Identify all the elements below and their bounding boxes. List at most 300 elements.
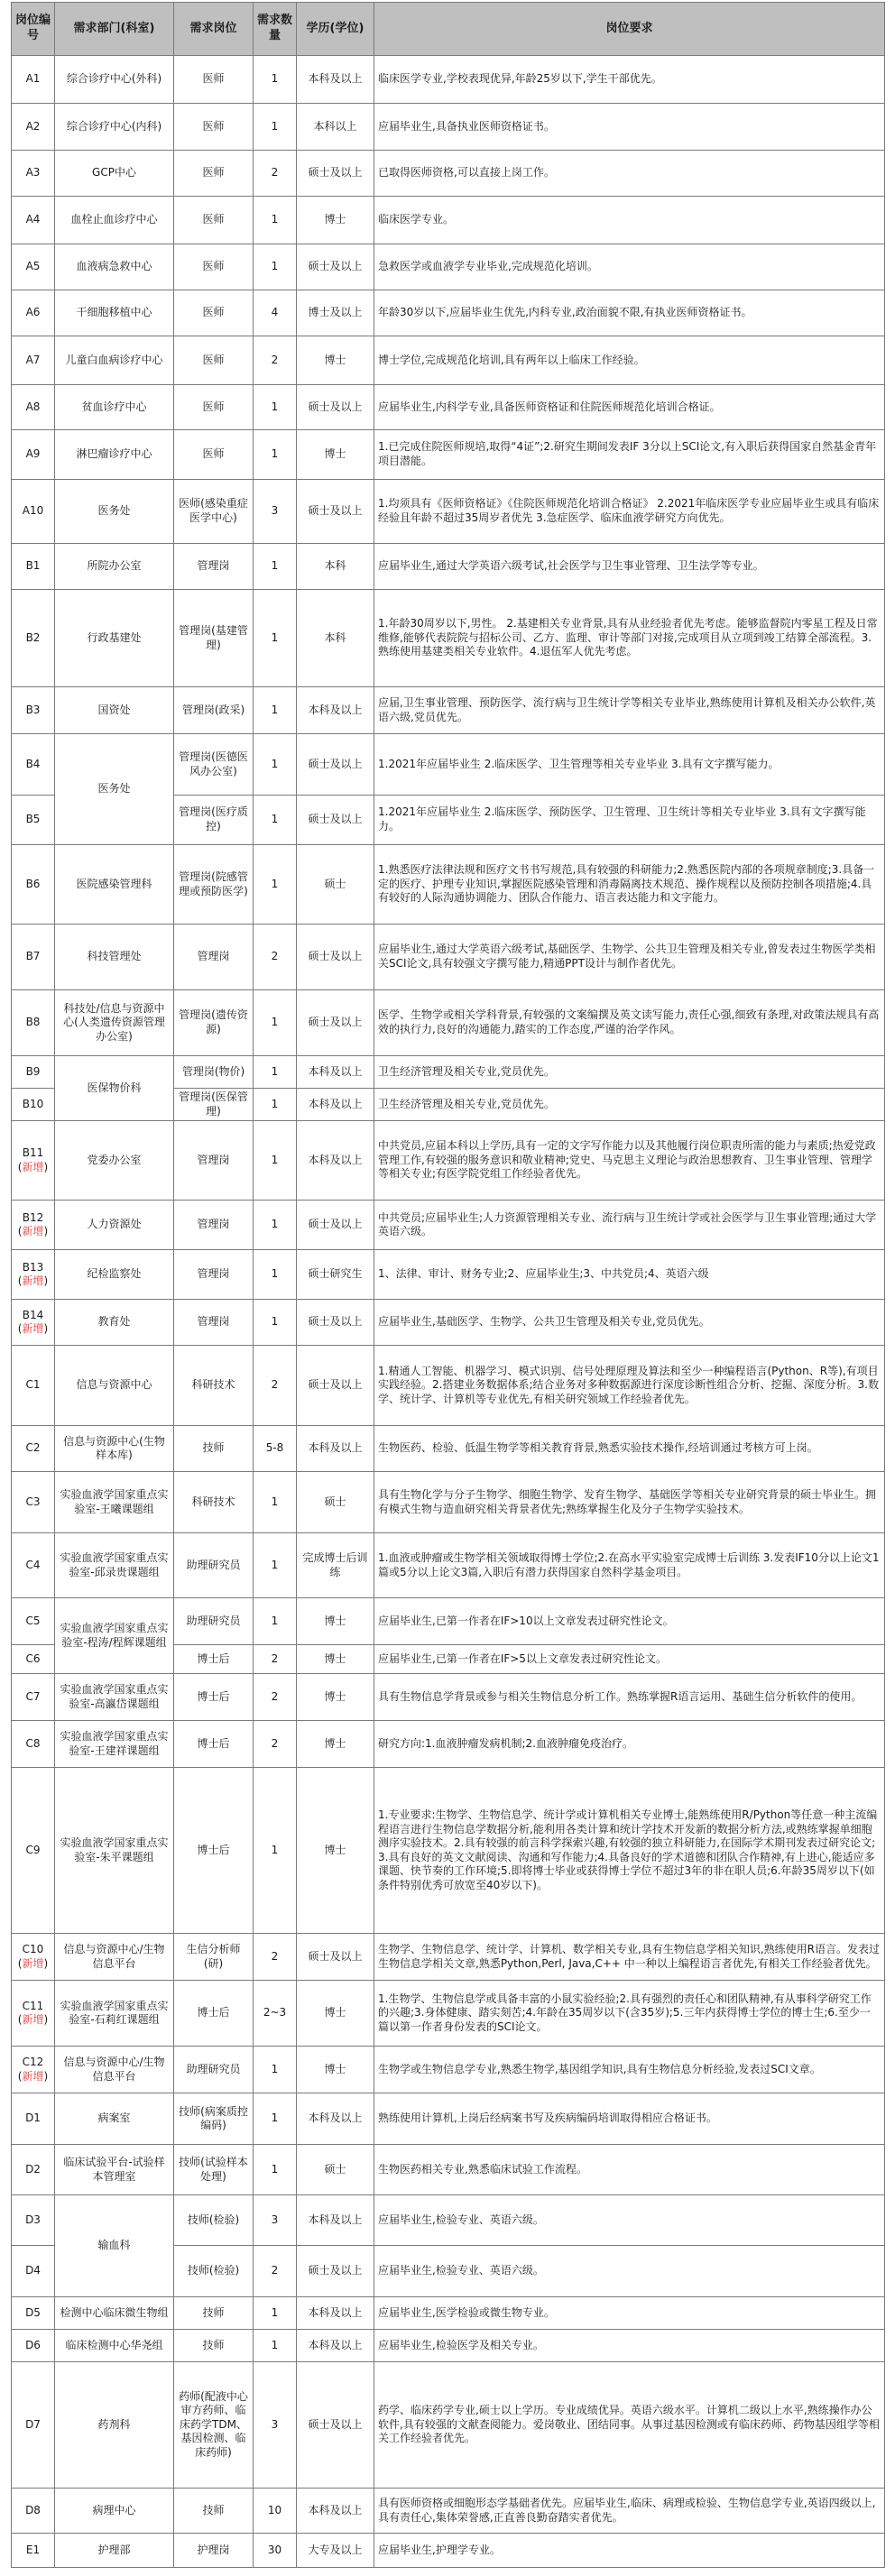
table-row — [12, 1056, 885, 1089]
job-post: 博士后 — [174, 1645, 254, 1674]
job-post: 管理岗 — [174, 1201, 254, 1250]
job-post: 管理岗(医保管理) — [174, 1089, 254, 1121]
job-dept: 信息与资源中心 — [55, 1346, 174, 1426]
header-req: 岗位要求 — [374, 3, 885, 56]
job-post: 医师 — [174, 56, 254, 104]
job-post: 助理研究员 — [174, 2047, 254, 2093]
job-req: 1.专业要求:生物学、生物信息学、统计学或计算机相关专业博士,能熟练使用R/Python等任意一种主流编程语言进行生物信息学数据分析,能利用各类计算和统计学技术开发新的数据分析方法,或熟练掌握单细胞测序实验技术。2.具有较强的前言科学探索兴趣,有较强的独立科研能力,在国际学术期刊发表过研究论文;3.具有良好的英文文献阅读、沟通和写作能力;4.具备良好的学术道德和团队合作精神,有上进心,能适应多课题、快节奏的工作环境;5.即将博士毕业或获得博士学位不超过3年的非在职人员;6.年龄35周岁以下(如条件特别优秀可放宽至40岁以下)。 — [374, 1768, 885, 1934]
job-num: 5-8 — [254, 1426, 297, 1472]
job-num: 2~3 — [254, 1981, 297, 2047]
job-code-text: A6 — [25, 306, 41, 319]
job-num: 2 — [254, 2246, 297, 2297]
job-code-text: D4 — [25, 2264, 41, 2277]
table-row — [12, 590, 885, 687]
job-post: 科研技术 — [174, 1472, 254, 1533]
job-edu: 硕士及以上 — [297, 990, 374, 1056]
job-req: 生物医药、检验、低温生物学等相关教育背景,熟悉实验技术操作,经培训通过考核方可上岗。 — [374, 1426, 885, 1472]
job-code — [12, 590, 55, 687]
job-edu: 博士 — [297, 197, 374, 244]
job-req: 1.年龄30周岁以下,男性。 2.基建相关专业背景,具有从业经验者优先考虑。能够监督院内零星工程及日常维修,能够代表院院与招标公司、乙方、监理、审计等部门对接,完成项目从立项到竣工结算全部流程。3.熟练使用基建类相关专业软件。4.退伍军人优先考虑。 — [374, 590, 885, 687]
job-dept: 儿童白血病诊疗中心 — [55, 336, 174, 385]
job-code — [12, 544, 55, 590]
job-code — [12, 2489, 55, 2534]
job-num: 1 — [254, 1472, 297, 1533]
job-dept: 实验血液学国家重点实验室-程涛/程辉课题组 — [55, 1598, 174, 1674]
job-num: 1 — [254, 244, 297, 290]
job-post: 技师 — [174, 2489, 254, 2534]
job-num: 1 — [254, 2145, 297, 2195]
job-dept: 血栓止血诊疗中心 — [55, 197, 174, 244]
job-dept: 医务处 — [55, 734, 174, 845]
job-req: 中共党员,应届本科以上学历,具有一定的文字写作能力以及其他履行岗位职责所需的能力与素质;热爱党政管理工作,有较强的服务意识和敬业精神;党史、马克思主义理论与政治思想教育、卫生事业管理、管理学等相关专业;有医学院党组工作经验者优先。 — [374, 1121, 885, 1201]
job-edu: 本科以上 — [297, 104, 374, 151]
job-post: 医师 — [174, 430, 254, 480]
job-code-text: A8 — [25, 400, 41, 413]
job-edu: 本科及以上 — [297, 1426, 374, 1472]
job-edu: 博士 — [297, 336, 374, 385]
job-num: 1 — [254, 1300, 297, 1346]
job-dept: 医保物价科 — [55, 1056, 174, 1121]
job-post: 管理岗 — [174, 1121, 254, 1201]
job-edu: 博士 — [297, 1674, 374, 1721]
job-dept: 干细胞移植中心 — [55, 290, 174, 336]
job-post: 医师 — [174, 336, 254, 385]
job-code-text: D5 — [25, 2305, 41, 2319]
job-code-text: B11 — [22, 1146, 44, 1160]
job-num: 1 — [254, 430, 297, 480]
job-post: 技师(病案质控编码) — [174, 2093, 254, 2145]
job-post: 博士后 — [174, 1768, 254, 1934]
job-num: 1 — [254, 197, 297, 244]
job-edu: 本科 — [297, 590, 374, 687]
job-req: 1.均须具有《医师资格证》《住院医师规范化培训合格证》 2.2021年临床医学专业应届毕业生或具有临床经验且年龄不超过35周岁者优先 3.急症医学、临床血液学研究方向优先。 — [374, 480, 885, 544]
table-row — [12, 56, 885, 104]
job-edu: 本科及以上 — [297, 2093, 374, 2145]
job-req: 医学、生物学或相关学科背景,有较强的文案编撰及英文读写能力,责任心强,细致有条理,对政策法规具有高效的执行力,良好的沟通能力,踏实的工作态度,严谨的治学作风。 — [374, 990, 885, 1056]
job-edu: 硕士及以上 — [297, 480, 374, 544]
table-row — [12, 1201, 885, 1250]
job-code — [12, 104, 55, 151]
job-req: 生物学、生物信息学、统计学、计算机、数学相关专业,具有生物信息学相关知识,熟练使用R语言。发表过生物信息学相关文章,熟悉Python,Perl, Java,C++ 中一种以上编程语言者优先,有相关工作经验者优先。 — [374, 1934, 885, 1981]
job-num: 1 — [254, 687, 297, 734]
job-req: 1.2021年应届毕业生 2.临床医学、卫生管理等相关专业毕业 3.具有文字撰写能力。 — [374, 734, 885, 796]
job-code — [12, 2330, 55, 2362]
job-code — [12, 2297, 55, 2330]
job-edu: 本科及以上 — [297, 2330, 374, 2362]
table-row — [12, 290, 885, 336]
job-code-text: A10 — [22, 504, 44, 518]
job-edu: 博士 — [297, 1768, 374, 1934]
job-num: 1 — [254, 1768, 297, 1934]
job-dept: 综合诊疗中心(内科) — [55, 104, 174, 151]
job-dept: 国资处 — [55, 687, 174, 734]
job-code-text: D1 — [25, 2111, 41, 2125]
job-num: 1 — [254, 2330, 297, 2362]
table-row — [12, 1721, 885, 1768]
job-dept: 临床试验平台-试验样本管理室 — [55, 2145, 174, 2195]
job-post: 管理岗(医德医风办公室) — [174, 734, 254, 796]
job-code-text: B8 — [25, 1016, 41, 1029]
job-num: 3 — [254, 2195, 297, 2246]
job-code-text: B12 — [22, 1210, 44, 1224]
job-edu: 硕士 — [297, 1472, 374, 1533]
job-code: B13 (新增) — [12, 1250, 55, 1300]
table-row — [12, 544, 885, 590]
job-code-text: A4 — [25, 213, 41, 226]
job-code-text: B7 — [25, 950, 41, 963]
table-row — [12, 2362, 885, 2489]
job-req: 药学、临床药学专业,硕士以上学历。专业成绩优异。英语六级水平。计算机二级以上水平,熟练操作办公软件,具有较强的文献查阅能力。爱岗敬业、团结同事。从事过基因检测或有临床药师、药物基因组学等相关工作经验者优先。 — [374, 2362, 885, 2489]
job-code — [12, 480, 55, 544]
job-post: 医师 — [174, 197, 254, 244]
job-dept: 实验血液学国家重点实验室-王曦课题组 — [55, 1472, 174, 1533]
job-edu: 硕士及以上 — [297, 925, 374, 990]
job-dept: 实验血液学国家重点实验室-石莉红课题组 — [55, 1981, 174, 2047]
job-code — [12, 796, 55, 845]
job-code — [12, 1533, 55, 1598]
new-badge: 新增 — [22, 1322, 44, 1336]
job-num: 3 — [254, 2362, 297, 2489]
job-req: 临床医学专业。 — [374, 197, 885, 244]
job-code-text: C5 — [25, 1614, 41, 1627]
job-code: B14 (新增) — [12, 1300, 55, 1346]
job-req: 急救医学或血液学专业毕业,完成规范化培训。 — [374, 244, 885, 290]
table-row — [12, 151, 885, 197]
job-req: 博士学位,完成规范化培训,具有两年以上临床工作经验。 — [374, 336, 885, 385]
job-code-text: D3 — [25, 2213, 41, 2226]
job-req: 1.血液或肿瘤或生物学相关领域取得博士学位;2.在高水平实验室完成博士后训练 3.发表IF10分以上论文1篇或5分以上论文3篇,入职后有潜力获得国家自然科学基金项目。 — [374, 1533, 885, 1598]
job-num: 2 — [254, 336, 297, 385]
job-req: 1.精通人工智能、机器学习、模式识别、信号处理原理及算法和至少一种编程语言(Python、R等),有项目实践经验。2.搭建业务数据体系;结合业务对多种数据源进行深度诊断性组合分析、挖掘、深度分析。3.数学、统计学、计算机等专业优先,有相关研究领域工作经验者优先。 — [374, 1346, 885, 1426]
job-dept: 信息与资源中心(生物样本库) — [55, 1426, 174, 1472]
job-code — [12, 2093, 55, 2145]
table-row — [12, 2534, 885, 2568]
job-post: 博士后 — [174, 1674, 254, 1721]
new-badge: 新增 — [22, 1225, 44, 1238]
job-num: 2 — [254, 1934, 297, 1981]
job-post: 医师 — [174, 151, 254, 197]
job-code — [12, 1089, 55, 1121]
job-dept: 综合诊疗中心(外科) — [55, 56, 174, 104]
job-edu: 本科及以上 — [297, 1056, 374, 1089]
job-code-text: B5 — [25, 813, 41, 826]
table-row — [12, 990, 885, 1056]
job-req: 1.生物学、生物信息学或具备丰富的小鼠实验经验;2.具有强烈的责任心和团队精神,有从事科学研究工作的兴趣;3.身体健康、踏实刻苦;4.年龄在35周岁以下(含35岁);5.三年内获得博士学位的博士生;6.至少一篇以第一作者身份发表的SCI论文。 — [374, 1981, 885, 2047]
job-num: 2 — [254, 1346, 297, 1426]
job-post: 管理岗 — [174, 1250, 254, 1300]
job-edu: 硕士及以上 — [297, 244, 374, 290]
job-num: 1 — [254, 590, 297, 687]
job-num: 2 — [254, 925, 297, 990]
job-code-text: D2 — [25, 2162, 41, 2176]
job-post: 管理岗(遗传资源) — [174, 990, 254, 1056]
job-dept: 纪检监察处 — [55, 1250, 174, 1300]
job-post: 技师(检验) — [174, 2195, 254, 2246]
job-code — [12, 2362, 55, 2489]
job-code-text: B13 — [22, 1260, 44, 1274]
job-req: 1、法律、审计、财务专业;2、应届毕业生;3、中共党员;4、英语六级 — [374, 1250, 885, 1300]
job-code: C10 (新增) — [12, 1934, 55, 1981]
job-num: 1 — [254, 1533, 297, 1598]
table-header-row — [12, 3, 885, 56]
table-row — [12, 1934, 885, 1981]
table-row — [12, 1300, 885, 1346]
job-code — [12, 1472, 55, 1533]
job-dept: 科技管理处 — [55, 925, 174, 990]
job-num: 2 — [254, 1645, 297, 1674]
table-row — [12, 430, 885, 480]
job-post: 技师(检验) — [174, 2246, 254, 2297]
job-req: 具有生物信息学背景或参与相关生物信息分析工作。熟练掌握R语言运用、基础生信分析软件的使用。 — [374, 1674, 885, 1721]
job-code-text: C1 — [25, 1378, 41, 1392]
job-code — [12, 1674, 55, 1721]
job-req: 具有医师资格或细胞形态学基础者优先。应届毕业生,临床、病理或检验、生物信息学专业,英语四级以上,具有责任心,集体荣誉感,正直善良勤奋踏实者优先。 — [374, 2489, 885, 2534]
new-badge: 新增 — [22, 2069, 44, 2083]
job-code — [12, 290, 55, 336]
job-post: 管理岗(物价) — [174, 1056, 254, 1089]
job-post: 医师 — [174, 290, 254, 336]
job-code-text: A9 — [25, 447, 41, 461]
table-row — [12, 1426, 885, 1472]
job-req: 生物医药相关专业,熟悉临床试验工作流程。 — [374, 2145, 885, 2195]
job-num: 1 — [254, 385, 297, 430]
job-dept: 临床检测中心华尧组 — [55, 2330, 174, 2362]
job-dept: 药剂科 — [55, 2362, 174, 2489]
job-req: 应届毕业生,具备执业医师资格证书。 — [374, 104, 885, 151]
job-edu: 硕士及以上 — [297, 2246, 374, 2297]
job-code-text: B1 — [25, 559, 41, 573]
job-req: 临床医学专业,学校表现优异,年龄25岁以下,学生干部优先。 — [374, 56, 885, 104]
table-row — [12, 336, 885, 385]
job-num: 1 — [254, 1250, 297, 1300]
job-num: 2 — [254, 151, 297, 197]
job-edu: 硕士及以上 — [297, 1300, 374, 1346]
job-num: 1 — [254, 845, 297, 925]
job-num: 1 — [254, 104, 297, 151]
job-code-text: D7 — [25, 2417, 41, 2431]
table-row — [12, 2330, 885, 2362]
table-row — [12, 197, 885, 244]
job-code — [12, 385, 55, 430]
job-edu: 硕士及以上 — [297, 1346, 374, 1426]
job-dept: 党委办公室 — [55, 1121, 174, 1201]
job-code-text: D8 — [25, 2503, 41, 2516]
job-post: 博士后 — [174, 1721, 254, 1768]
new-badge: 新增 — [22, 1160, 44, 1173]
job-num: 3 — [254, 480, 297, 544]
job-req: 1.熟悉医疗法律法规和医疗文书书写规范,具有较强的科研能力;2.熟悉医院内部的各项规章制度;3.具备一定的医疗、护理专业知识,掌握医院感染管理和消毒隔离技术规范、操作规程以及预防控制各项措施;4.具有较好的人际沟通协调能力、团队合作能力、语言表达能力和文字能力。 — [374, 845, 885, 925]
table-row — [12, 2489, 885, 2534]
table-row — [12, 385, 885, 430]
job-code-text: D6 — [25, 2338, 41, 2351]
table-row — [12, 104, 885, 151]
job-dept: 贫血诊疗中心 — [55, 385, 174, 430]
job-code — [12, 1598, 55, 1645]
job-dept: 行政基建处 — [55, 590, 174, 687]
job-code — [12, 687, 55, 734]
job-req: 熟练使用计算机,上岗后经病案书写及疾病编码培训取得相应合格证书。 — [374, 2093, 885, 2145]
job-post: 管理岗 — [174, 1300, 254, 1346]
job-num: 1 — [254, 796, 297, 845]
new-badge: 新增 — [22, 1956, 44, 1970]
table-row — [12, 2195, 885, 2246]
job-edu: 硕士及以上 — [297, 151, 374, 197]
job-dept: 护理部 — [55, 2534, 174, 2568]
job-num: 1 — [254, 1089, 297, 1121]
job-code — [12, 2195, 55, 2246]
job-post: 管理岗(院感管理或预防医学) — [174, 845, 254, 925]
job-edu: 博士 — [297, 1981, 374, 2047]
job-edu: 博士 — [297, 1645, 374, 1674]
job-dept: GCP中心 — [55, 151, 174, 197]
job-code-text: A1 — [25, 72, 41, 86]
table-row — [12, 734, 885, 796]
job-code — [12, 2145, 55, 2195]
job-post: 医师 — [174, 244, 254, 290]
job-req: 已取得医师资格,可以直接上岗工作。 — [374, 151, 885, 197]
job-dept: 淋巴瘤诊疗中心 — [55, 430, 174, 480]
job-num: 1 — [254, 56, 297, 104]
job-dept: 检测中心临床微生物组 — [55, 2297, 174, 2330]
job-req: 应届,卫生事业管理、预防医学、流行病与卫生统计学等相关专业毕业,熟练使用计算机及相关办公软件,英语六级,党员优先。 — [374, 687, 885, 734]
table-row — [12, 2047, 885, 2093]
job-dept: 实验血液学国家重点实验室-高瀛岱课题组 — [55, 1674, 174, 1721]
job-req: 应届毕业生,检验医学及相关专业。 — [374, 2330, 885, 2362]
job-post: 医师 — [174, 104, 254, 151]
table-row — [12, 480, 885, 544]
job-code — [12, 244, 55, 290]
job-code-text: C7 — [25, 1689, 41, 1703]
job-post: 助理研究员 — [174, 1598, 254, 1645]
job-code — [12, 1056, 55, 1089]
header-code: 岗位编号 — [12, 3, 55, 56]
job-post: 生信分析师(研) — [174, 1934, 254, 1981]
job-req: 卫生经济管理及相关专业,党员优先。 — [374, 1056, 885, 1089]
job-req: 年龄30岁以下,应届毕业生优先,内科专业,政治面貌不限,有执业医师资格证书。 — [374, 290, 885, 336]
job-edu: 硕士 — [297, 845, 374, 925]
job-req: 研究方向:1.血液肿瘤发病机制;2.血液肿瘤免疫治疗。 — [374, 1721, 885, 1768]
job-num: 1 — [254, 2047, 297, 2093]
job-num: 2 — [254, 1721, 297, 1768]
recruitment-table — [11, 2, 885, 2568]
job-code-text: B2 — [25, 630, 41, 644]
job-code — [12, 430, 55, 480]
job-edu: 本科及以上 — [297, 687, 374, 734]
job-edu: 大专及以上 — [297, 2534, 374, 2568]
job-edu: 本科及以上 — [297, 1089, 374, 1121]
job-edu: 硕士及以上 — [297, 734, 374, 796]
job-edu: 硕士及以上 — [297, 796, 374, 845]
job-code — [12, 2534, 55, 2568]
job-dept: 病案室 — [55, 2093, 174, 2145]
job-dept: 医务处 — [55, 480, 174, 544]
page — [11, 2, 884, 2568]
table-row — [12, 2093, 885, 2145]
job-code-text: B10 — [22, 1097, 44, 1110]
job-code — [12, 56, 55, 104]
job-post: 管理岗(政采) — [174, 687, 254, 734]
job-dept: 教育处 — [55, 1300, 174, 1346]
job-req: 应届毕业生,通过大学英语六级考试,社会医学与卫生事业管理、卫生法学等专业。 — [374, 544, 885, 590]
job-code: B11 (新增) — [12, 1121, 55, 1201]
job-num: 1 — [254, 1201, 297, 1250]
job-code — [12, 336, 55, 385]
job-post: 医师(感染重症医学中心) — [174, 480, 254, 544]
job-req: 应届毕业生,已第一作者在IF>5以上文章发表过研究性论文。 — [374, 1645, 885, 1674]
job-code — [12, 2246, 55, 2297]
job-code: C12 (新增) — [12, 2047, 55, 2093]
job-dept: 输血科 — [55, 2195, 174, 2297]
job-code-text: B4 — [25, 757, 41, 770]
job-code-text: C4 — [25, 1558, 41, 1571]
table-row — [12, 1250, 885, 1300]
job-num: 1 — [254, 1598, 297, 1645]
job-dept: 科技处/信息与资源中心(人类遗传资源管理办公室) — [55, 990, 174, 1056]
job-edu: 博士 — [297, 1721, 374, 1768]
job-edu: 硕士及以上 — [297, 2362, 374, 2489]
job-code-text: C10 — [22, 1943, 44, 1956]
job-num: 1 — [254, 990, 297, 1056]
job-req: 应届毕业生,已第一作者在IF>10以上文章发表过研究性论文。 — [374, 1598, 885, 1645]
job-code-text: B9 — [25, 1064, 41, 1078]
job-req: 应届毕业生,检验专业、英语六级。 — [374, 2246, 885, 2297]
job-code-text: A5 — [25, 260, 41, 273]
table-row — [12, 2297, 885, 2330]
job-post: 技师 — [174, 2297, 254, 2330]
job-code — [12, 151, 55, 197]
job-edu: 硕士 — [297, 2145, 374, 2195]
job-code-text: B14 — [22, 1308, 44, 1321]
job-num: 4 — [254, 290, 297, 336]
table-row — [12, 845, 885, 925]
job-post: 技师 — [174, 2330, 254, 2362]
job-post: 药师(配液中心审方药师、临床药学TDM、基因检测、临床药师) — [174, 2362, 254, 2489]
job-req: 应届毕业生,通过大学英语六级考试,基础医学、生物学、公共卫生管理及相关专业,曾发表过生物医学类相关SCI论文,具有较强文字撰写能力,精通PPT设计与制作者优先。 — [374, 925, 885, 990]
job-code-text: C2 — [25, 1441, 41, 1455]
table-row — [12, 687, 885, 734]
job-num: 1 — [254, 2297, 297, 2330]
header-num: 需求数量 — [254, 3, 297, 56]
table-row — [12, 1346, 885, 1426]
job-req: 中共党员;应届毕业生;人力资源管理相关专业、流行病与卫生统计学或社会医学与卫生事业管理;通过大学英语六级。 — [374, 1201, 885, 1250]
job-code — [12, 1768, 55, 1934]
header-post: 需求岗位 — [174, 3, 254, 56]
job-num: 10 — [254, 2489, 297, 2534]
new-badge: 新增 — [22, 1274, 44, 1288]
job-edu: 完成博士后训练 — [297, 1533, 374, 1598]
job-code: B12 (新增) — [12, 1201, 55, 1250]
job-num: 1 — [254, 734, 297, 796]
job-req: 应届毕业生,内科学专业,具备医师资格证和住院医师规范化培训合格证。 — [374, 385, 885, 430]
job-code — [12, 1426, 55, 1472]
job-post: 医师 — [174, 385, 254, 430]
job-code — [12, 990, 55, 1056]
job-code — [12, 925, 55, 990]
job-req: 具有生物化学与分子生物学、细胞生物学、发育生物学、基础医学等相关专业研究背景的硕士毕业生。拥有模式生物与造血研究相关背景者优先;熟练掌握生化及分子生物学实验技术。 — [374, 1472, 885, 1533]
job-num: 30 — [254, 2534, 297, 2568]
job-req: 应届毕业生,基础医学、生物学、公共卫生管理及相关专业,党员优先。 — [374, 1300, 885, 1346]
new-badge: 新增 — [22, 2013, 44, 2027]
table-row — [12, 1598, 885, 1645]
job-edu: 博士 — [297, 1598, 374, 1645]
header-edu: 学历(学位) — [297, 3, 374, 56]
table-row — [12, 1981, 885, 2047]
job-edu: 博士 — [297, 430, 374, 480]
job-code — [12, 734, 55, 796]
job-post: 博士后 — [174, 1981, 254, 2047]
job-req: 生物学或生物信息学专业,熟悉生物学,基因组学知识,具有生物信息分析经验,发表过SCI文章。 — [374, 2047, 885, 2093]
job-edu: 硕士及以上 — [297, 1201, 374, 1250]
